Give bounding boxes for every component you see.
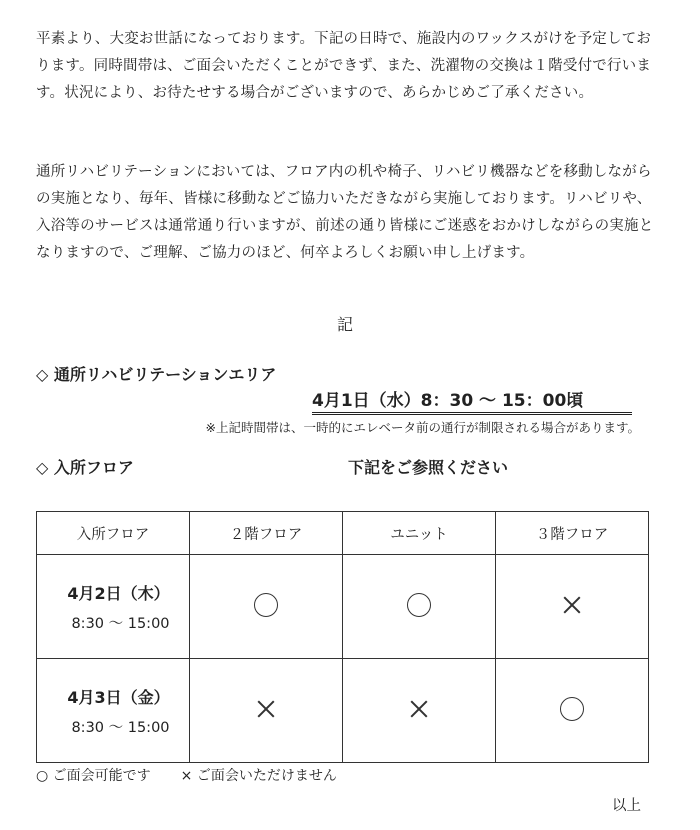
status-cell [343,555,496,659]
day-time: 8:30 ～ 15:00 [71,615,170,632]
status-cell [496,555,649,659]
section-title-residential: ◇ 入所フロア [36,458,134,477]
intro-line: す。状況により、お待たせする場合がございますので、あらかじめご了承ください。 [36,85,594,101]
cross-icon [256,699,276,719]
day-cell [37,555,190,659]
ki-heading: 記 [336,315,353,334]
rehab-date: 4月1日（水）8：30 ～ 15：00頃 [312,386,632,415]
legend-ok: ○ ご面会可能です [36,768,151,784]
status-cell [496,659,649,763]
circle-icon [254,593,278,617]
day-date: 4月3日（金） [67,687,170,707]
cross-icon [409,699,429,719]
intro-paragraph [36,26,666,107]
notice-line: 通所リハビリテーションにおいては、フロア内の机や椅子、リハビリ機器などを移動しながら [36,164,652,180]
notice-line: なりますので、ご理解、ご協力のほど、何卒よろしくお願い申し上げます。 [36,245,535,261]
schedule-table [36,511,649,763]
header-cell: ２階フロア [190,512,343,555]
closing-mark: 以上 [612,798,641,814]
legend-no: × ご面会いただけません [180,768,337,784]
header-cell: ３階フロア [496,512,649,555]
notice-line: の実施となり、毎年、皆様に移動などご協力いただきながら実施しております。リハビリや、 [36,191,652,207]
intro-line: ります。同時間帯は、ご面会いただくことができず、また、洗濯物の交換は１階受付で行いま [36,58,652,74]
table-row [37,659,649,763]
status-cell [343,659,496,763]
see-below-text: 下記をご参照ください [348,458,509,477]
intro-line: 平素より、大変お世話になっております。下記の日時で、施設内のワックスがけを予定してお [36,31,652,47]
notice-line: 入浴等のサービスは通常通り行いますが、前述の通り皆様にご迷惑をおかけしながらの実施と [36,218,654,234]
day-cell [37,659,190,763]
status-cell [190,659,343,763]
table-row [37,555,649,659]
notice-paragraph [36,159,666,267]
section-title-rehab: ◇ 通所リハビリテーションエリア [36,365,277,384]
table-header-row [37,512,649,555]
header-cell: 入所フロア [37,512,190,555]
day-time: 8:30 ～ 15:00 [71,719,170,736]
day-date: 4月2日（木） [67,583,170,603]
header-cell: ユニット [343,512,496,555]
status-cell [190,555,343,659]
elevator-note: ※上記時間帯は、一時的にエレベータ前の通行が制限される場合があります。 [205,420,640,435]
cross-icon [562,595,582,615]
circle-icon [560,697,584,721]
circle-icon [407,593,431,617]
legend [36,765,337,785]
